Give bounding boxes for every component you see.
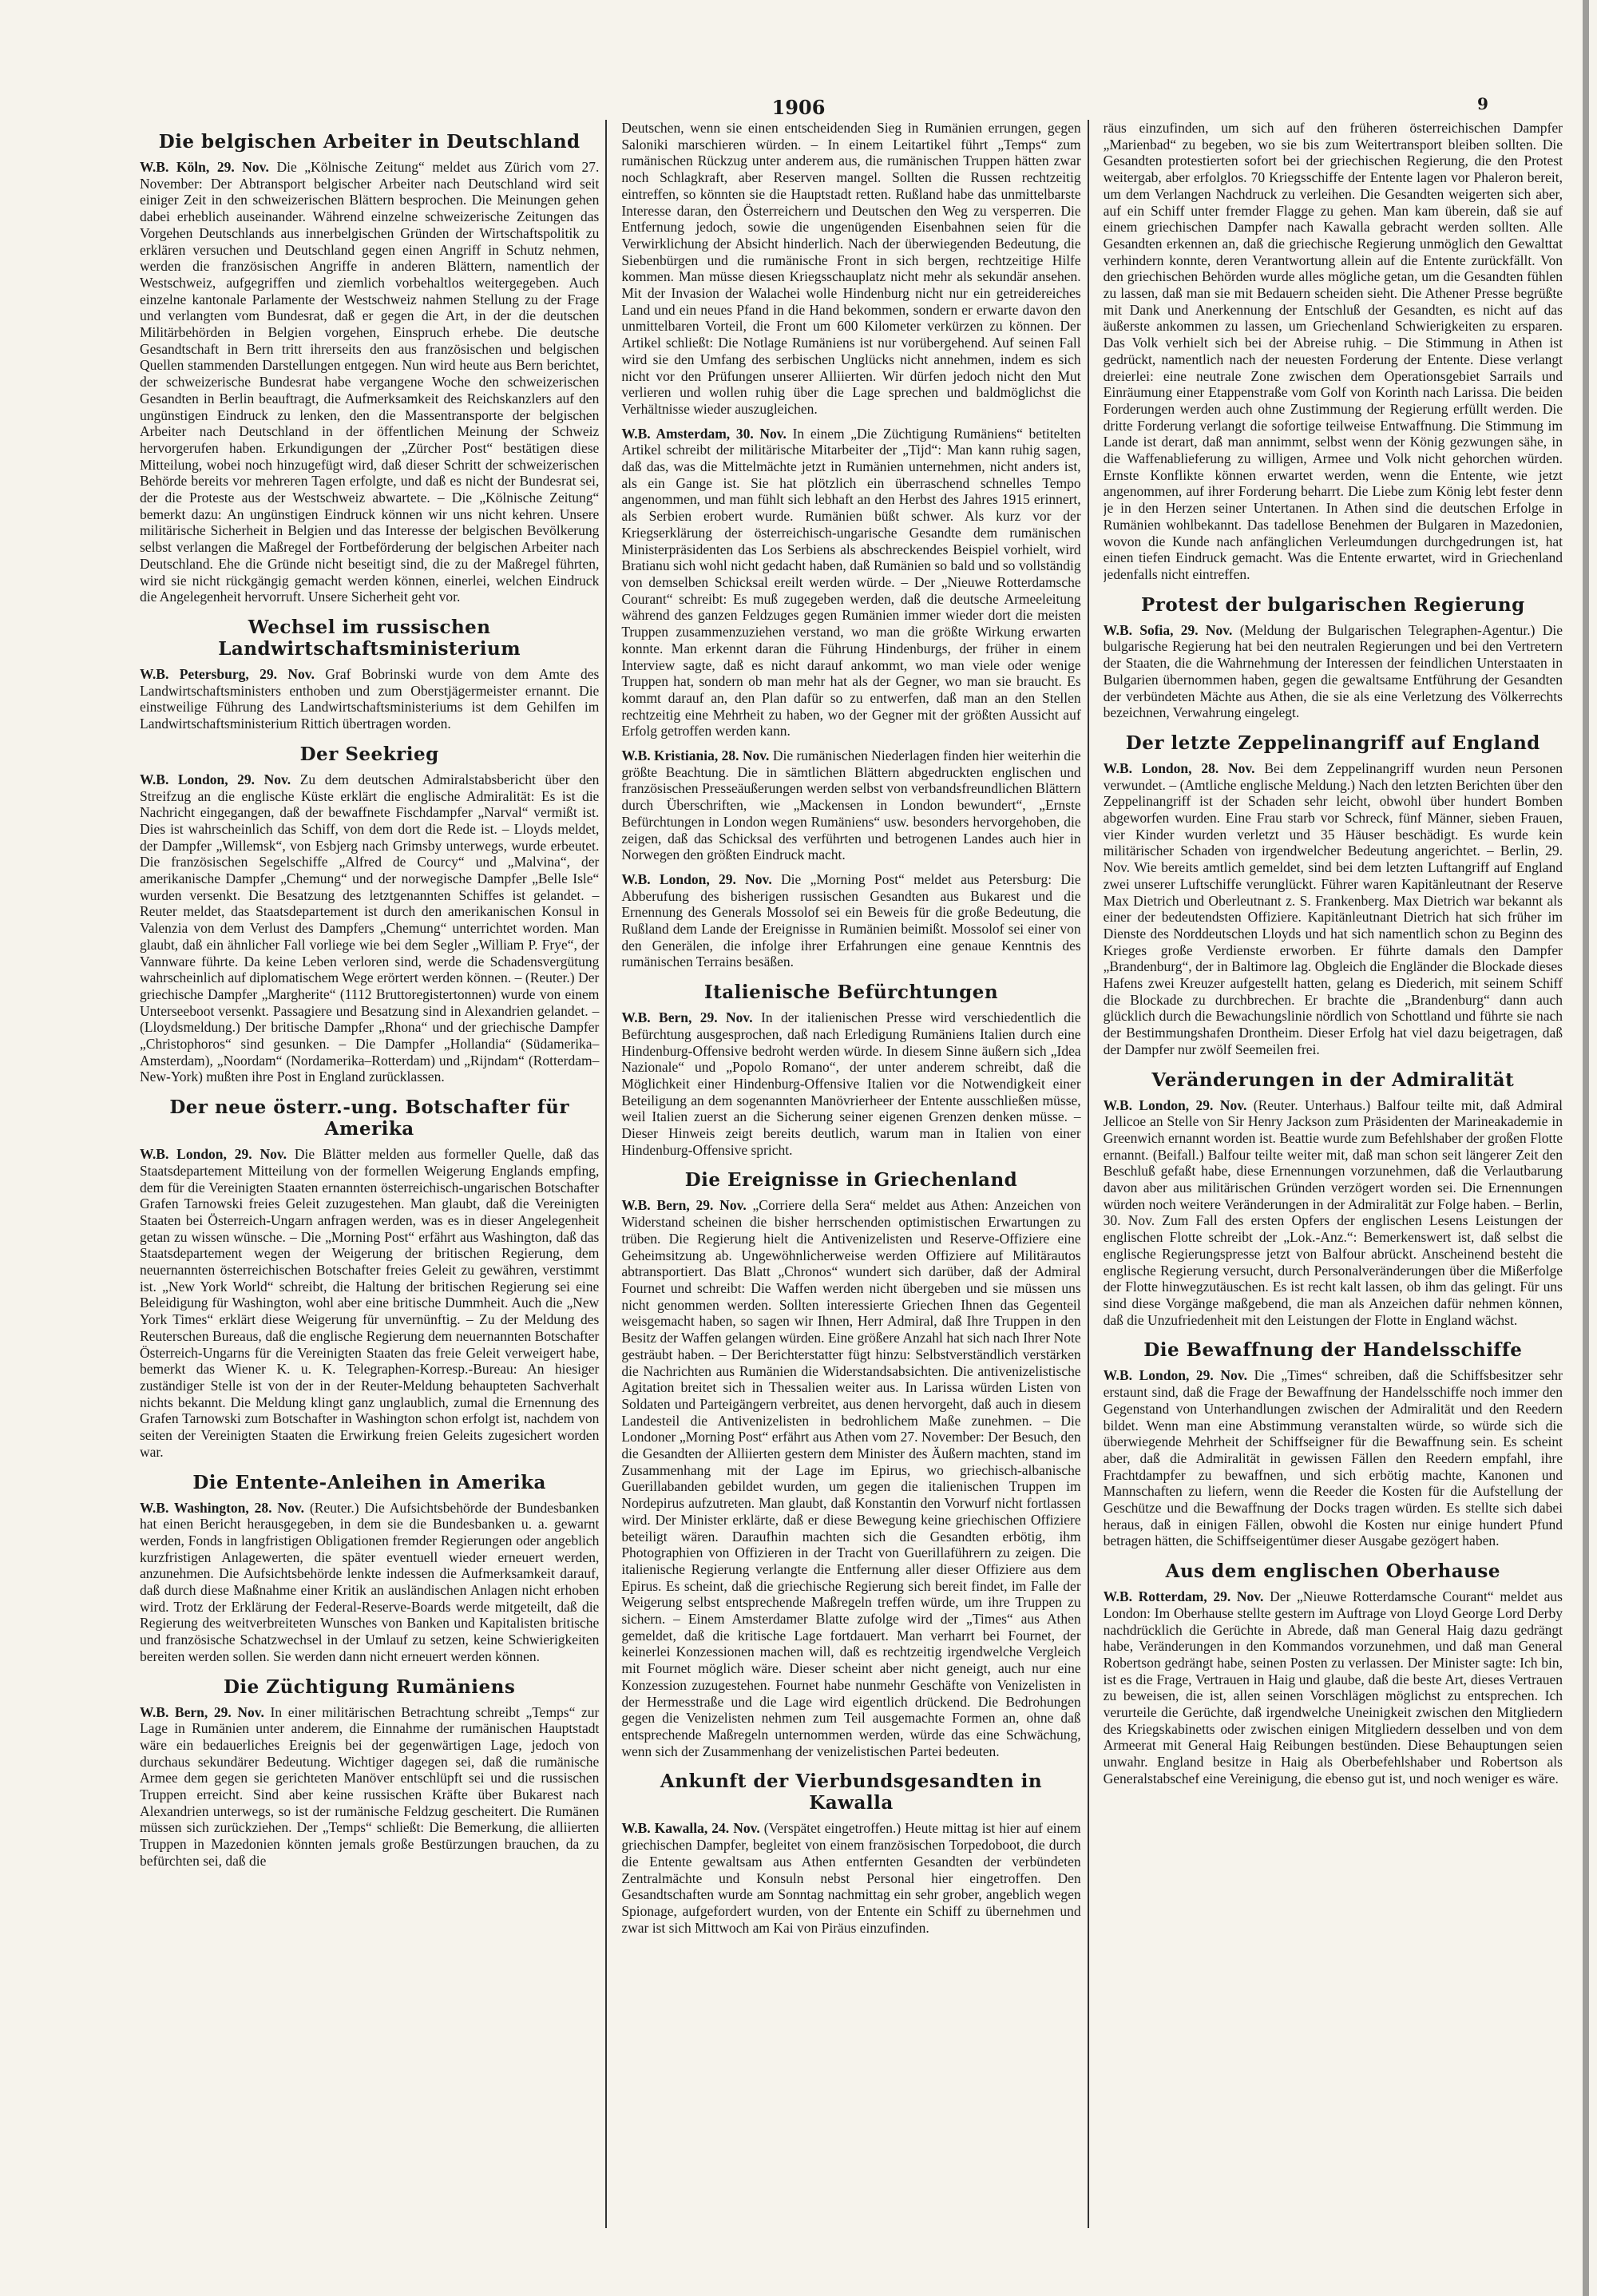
article-dateline: W.B. Washington, 28. Nov. <box>140 1499 304 1516</box>
article-headline: Die Entente-Anleihen in Amerika <box>192 1471 546 1493</box>
article-dateline: W.B. Rotterdam, 29. Nov. <box>1103 1588 1264 1605</box>
article-dateline: W.B. London, 28. Nov. <box>1103 759 1255 776</box>
article-text: Die „Morning Post“ meldet aus Petersburg: Die Abberufung des bisherigen russischen Gesandten aus Bukarest und die Ernennung des Generals Mossolof sei ein Beweis für die große Bedeutung, die Rußland dem Lande der Ereignisse in Rumänien beimißt. Mossolof sei einer von den Generälen, die infolge ihrer Erfahrungen eine genaue Kenntnis des rumänischen Terrains besäßen. <box>621 870 1081 970</box>
article <box>621 1169 1080 1759</box>
article-body <box>140 159 599 605</box>
article-text: Die rumänischen Niederlagen finden hier weiterhin die größte Beachtung. Die in sämtlichen Blättern abgedruckten englischen und französischen Presseäußerungen werden selbst von verbandsfreundlichen Blättern durch Überschriften, wie „Mackensen in London bewundert“, „Ernste Befürchtungen in London wegen Rumäniens“ usw. besonders hervorgehoben, die zeigen, daß das Schicksal des verführten und betrogenen Landes auch hier in Norwegen den größten Eindruck macht. <box>621 747 1081 863</box>
column-3 <box>1104 120 1569 2228</box>
article-headline: Italienische Befürchtungen <box>703 981 999 1004</box>
article-dateline: W.B. Amsterdam, 30. Nov. <box>621 425 787 442</box>
article-headline: Die Ereignisse in Griechenland <box>684 1169 1018 1192</box>
page-number: 1906 <box>771 96 826 119</box>
article-text: In der italienischen Presse wird verschiedentlich die Befürchtung ausgesprochen, daß nach Erledigung Rumäniens Italien durch eine Hindenburg-Offensive bedroht werden würde. In diesem Sinne äußern sich „Idea Nazionale“ und „Popolo Romano“, der unter anderem schreibt, daß die Möglichkeit einer Hindenburg-Offensive Italien vor die Notwendigkeit einer Beteiligung an dem sogenannten Manövrierheer der Entente ausschließen müsse, weil Italien zuerst an die Sicherung seiner eigenen Grenzen denken müsse. – Dieser Hinweis zeigt bereits deutlich, warum man in Italien von einer Hindenburg-Offensive spricht. <box>621 1009 1081 1158</box>
article <box>621 120 1080 418</box>
article <box>621 1771 1080 1936</box>
article-dateline: W.B. London, 29. Nov. <box>140 771 291 787</box>
scan-edge <box>1583 0 1589 2296</box>
article-text: In einer militärischen Betrachtung schreibt „Temps“ zur Lage in Rumänien unter anderem, die Einnahme der rumänischen Hauptstadt wäre ein bedauerliches Ereignis bei der gegenwärtigen Lage, jedoch von durchaus sekundärer Bedeutung. Wichtiger dagegen sei, daß die rumänische Armee dem gegen sie gerichteten Manöver entschlüpft sei und die russischen Truppen erreicht. Sind aber keine russischen Kräfte über Bukarest nach Alexandrien unterwegs, so ist der rumänische Feldzug gescheitert. Die Rumänen müssen sich zurückziehen. Der „Temps“ schließt: Die Bemerkung, die alliierten Truppen in Mazedonien könnten jemals große Bestürzungen brauchen, da zu befürchten sei, daß die <box>140 1703 600 1869</box>
article-body <box>621 1009 1080 1158</box>
article-headline: Der letzte Zeppelinangriff auf England <box>1125 732 1540 754</box>
article <box>1104 1069 1563 1329</box>
column-1 <box>140 120 607 2228</box>
article-text: Bei dem Zeppelinangriff wurden neun Personen verwundet. – (Amtliche englische Meldung.) Nach den letzten Berichten über den Zeppelinangriff ist der Schaden sehr leicht, obwohl über hundert Bomben abgeworfen wurden. Eine Frau starb vor Schreck, fünf Männer, sieben Frauen, vier Kinder wurden verletzt und 35 Häuser beschädigt. Es wurde kein militärischer Schaden von irgendwelcher Bedeutung angerichtet. – Berlin, 29. Nov. Wie bereits amtlich gemeldet, sind bei dem letzten Luftangriff auf England zwei unserer Luftschiffe verunglückt. Führer waren Kapitänleutnant der Reserve Max Dietrich und Oberleutnant z. S. Frankenberg. Max Dietrich war bekannt als einer der bedeutendsten Offiziere. Kapitänleutnant Dietrich hat sich früher im Dienste des Norddeutschen Lloyds und hat sich namentlich schon zu Beginn des Krieges große Verdienste erworben. Er führte damals den Dampfer „Brandenburg“, der in Baltimore lag. Obgleich die Engländer die Blockade dieses Hafens zwei Kreuzer aufgestellt hatten, gelang es Diederich, mit seinem Schiff die Blockade zu durchbrechen. Er brachte die „Brandenburg“ dann auch glücklich durch die Bewachungslinie nördlich von Schottland und führte sie nach der Bestimmungshafen Drontheim. Dieser Erfolg hat viel dazu beigetragen, daß der Dampfer nur zwölf Seemeilen frei. <box>1103 759 1563 1057</box>
article-headline: Protest der bulgarischen Regierung <box>1140 593 1525 616</box>
article-body <box>621 1197 1080 1759</box>
article-dateline: W.B. Petersburg, 29. Nov. <box>140 665 315 682</box>
article <box>621 871 1080 970</box>
article-body <box>1104 120 1563 583</box>
article-dateline: W.B. Kristiania, 28. Nov. <box>621 747 770 764</box>
article-text: (Reuter. Unterhaus.) Balfour teilte mit, daß Admiral Jellicoe an Stelle von Sir Henry Jackson zum Präsidenten der Marineakademie in Greenwich ernannt worden ist. Beattie wurde zum Befehlshaber der großen Flotte ernannt. (Beifall.) Balfour teilte weiter mit, daß man schon seit längerer Zeit den Beschluß gefaßt habe, diese Ernennungen vorzunehmen, daß die Verlautbarung davon aber aus militärischen Gründen verzögert worden sei. Die Ernennungen würden noch weitere Veränderungen in der Admiralität zur Folge haben. – Berlin, 30. Nov. Zum Fall des ersten Opfers der englischen Lesens Leistungen der englischen Flotte schreibt der „Lok.-Anz.“: Bemerkenswert ist, daß selbst die englische Regierungspresse jetzt von Balfour abrückt. Anscheinend besteht die englische Regierung versucht, durch Personalveränderungen über die Mißerfolge der Flotte hinwegzutäuschen. Es ist recht kalt lassen, ob ihm das gelingt. Für uns sind diese Vorgänge maßgebend, die man als Anzeichen dafür nehmen können, daß die Unzufriedenheit mit den Leistungen der Flotte in England wächst. <box>1103 1096 1563 1328</box>
article-dateline: W.B. Bern, 29. Nov. <box>621 1197 747 1214</box>
article-body <box>1104 1097 1563 1329</box>
column-2 <box>621 120 1088 2228</box>
article-headline: Wechsel im russischen Landwirtschaftsministerium <box>218 616 521 660</box>
article-headline: Der Seekrieg <box>299 743 439 765</box>
article-body <box>1104 760 1563 1058</box>
article-headline: Aus dem englischen Oberhause <box>1165 1560 1500 1583</box>
article-body <box>140 1500 599 1665</box>
article-body <box>140 1704 599 1870</box>
article-dateline: W.B. London, 29. Nov. <box>1103 1096 1247 1113</box>
article-headline: Veränderungen in der Admiralität <box>1151 1069 1515 1091</box>
article-dateline: W.B. Köln, 29. Nov. <box>140 159 269 175</box>
article <box>1104 1560 1563 1786</box>
article <box>140 617 599 732</box>
article-headline: Die Züchtigung Rumäniens <box>223 1675 516 1698</box>
article-text: Zu dem deutschen Admiralstabsbericht über den Streifzug an die englische Küste erklärt die englische Admiralität: Es ist die Nachricht eingegangen, daß der bewaffnete Fischdampfer „Narval“ vermißt ist. Dies ist wahrscheinlich das Schiff, von dem dort die Rede ist. – Lloyds meldet, der Dampfer „Willemsk“, von Esbjerg nach Grimsby unterwegs, wurde erbeutet. Die französischen Segelschiffe „Alfred de Courcy“ und „Malvina“, der amerikanische Dampfer „Chemung“ und der norwegische Dampfer „Belle Isle“ wurden versenkt. Die Besatzung des letztgenannten Schiffes ist gelandet. – Reuter meldet, das Staatsdepartement ist durch den amerikanischen Konsul in Valenzia von dem Verlust des Dampfers „Chemung“ unterrichtet worden. Man glaubt, daß ein ähnlicher Fall vorliege wie bei dem Segler „William P. Frye“, der Vannware führte. Da keine Leben verloren sind, werde die Schadensvergütung wahrscheinlich auf diplomatischem Wege erörtert werden können. – (Reuter.) Der griechische Dampfer „Margherite“ (1112 Bruttoregistertonnen) wurde von einem Unterseeboot versenkt. Passagiere und Besatzung sind in Alexandrien gelandet. – (Lloydsmeldung.) Der britische Dampfer „Rhona“ und der griechische Dampfer „Christophoros“ sind gesunken. – Die Dampfer „Hollandia“ (Südamerika–Amsterdam), „Noordam“ (Nordamerika–Rotterdam) und „Rijndam“ (Rotterdam–New-York) mußten ihre Post in England zurücklassen. <box>140 771 600 1085</box>
corner-mark: 9 <box>1477 94 1488 113</box>
article-headline: Ankunft der Vierbundsgesandten in Kawalla <box>660 1771 1043 1814</box>
article <box>140 744 599 1085</box>
columns <box>140 120 1569 2236</box>
article-body <box>621 120 1080 418</box>
article <box>140 1472 599 1665</box>
article <box>140 1096 599 1460</box>
article-text: Die „Times“ schreiben, daß die Schiffsbesitzer sehr erstaunt sind, daß die Frage der Bewaffnung der Handelsschiffe noch immer den Gegenstand von Unterhandlungen zwischen der Admiralität und den Reedern bildet. Wenn man eine Abstimmung veranstalten würde, so würde sich die überwiegende Mehrheit der Schiffseigner für die Bewaffnung sein. Es scheint aber, daß die Admiralität in gewissen Fällen den Reedern empfahl, ihre Frachtdampfer zu bewaffnen, und sich erbötig machte, Kanonen und Mannschaften zu liefern, wenn die Reeder die Kosten für die Aufstellung der Geschütze und die Bewaffnung der Docks tragen würden. Es stellte sich dabei heraus, daß in einigen Fällen, obwohl die Kosten nur einige hundert Pfund betragen hätten, die Schiffseigentümer dieser Ausgabe gezögert haben. <box>1103 1367 1563 1549</box>
article <box>621 426 1080 740</box>
article-text: (Verspätet eingetroffen.) Heute mittag ist hier auf einem griechischen Dampfer, begleitet von einem französischen Torpedoboot, die durch die Entente gewaltsam aus Athen entfernten Gesandten der verbündeten Zentralmächte und Konsuln nebst Personal hier eingetroffen. Den Gesandtschaften wurde am Sonntag nachmittag ein sehr grober, angeblich wegen Spionage, aufgefordert wurden, von der Entente ein Schiff zu übernehmen und zwar ist sich Mittwoch am Kai von Piräus einzufinden. <box>621 1820 1081 1936</box>
article-headline: Die belgischen Arbeiter in Deutschland <box>158 131 581 153</box>
article-headline: Die Bewaffnung der Handelsschiffe <box>1143 1339 1523 1362</box>
article-body <box>1104 622 1563 721</box>
article-body <box>1104 1588 1563 1786</box>
article-dateline: W.B. Bern, 29. Nov. <box>140 1703 264 1720</box>
article <box>1104 732 1563 1058</box>
article-dateline: W.B. Kawalla, 24. Nov. <box>621 1820 760 1837</box>
article-headline: Der neue österr.-ung. Botschafter für Amerika <box>169 1096 569 1140</box>
article <box>621 747 1080 863</box>
article-text: (Meldung der Bulgarischen Telegraphen-Agentur.) Die bulgarische Regierung hat bei den neutralen Regierungen und bei den Vertretern der Staaten, die die Wahrnehmung der Interessen der feindlichen Unterstaaten in Bulgarien übernommen haben, gegen die gewaltsame Entführung der Gesandten der verbündeten Mächte aus Athen, die sie als eine Verletzung des Völkerrechts bezeichnen, Verwahrung eingelegt. <box>1103 621 1563 721</box>
article-body <box>1104 1367 1563 1549</box>
article-text: Graf Bobrinski wurde von dem Amte des Landwirtschaftsministers enthoben und zum Oberstjägermeister ernannt. Die einstweilige Führung des Landwirtschaftsministeriums ist dem Gehilfen im Landwirtschaftsministerium Rittich übertragen worden. <box>140 665 600 732</box>
article <box>1104 1339 1563 1549</box>
article-body <box>140 666 599 732</box>
article <box>140 131 599 605</box>
article-dateline: W.B. London, 29. Nov. <box>140 1146 287 1163</box>
article-body <box>621 747 1080 863</box>
article <box>621 981 1080 1158</box>
article-text: Deutschen, wenn sie einen entscheidenden Sieg in Rumänien errungen, gegen Saloniki marschieren würden. – In einem Leitartikel führt „Temps“ zum rumänischen Rückzug unter anderem aus, die rumänischen Truppen hätten zwar noch Schlagkraft, aber Reserven mangel. Sollten die Russen rechtzeitig eintreffen, so könnten sie die Hauptstadt retten. Rußland habe das unmittelbarste Interesse daran, den Österreichern und Deutschen den Weg zu versperren. Die Entfernung jedoch, sowie die ungenügenden Eisenbahnen seien für die Verwirklichung der Absicht hinderlich. Nach der überwiegenden Bedeutung, die Siebenbürgen und die rumänische Front in sich bergen, rechtzeitige Hilfe kommen. Man müsse diesen Kriegsschauplatz nicht mehr als sekundär ansehen. Mit der Invasion der Walachei wolle Hindenburg nicht nur ein getreidereiches Land und ein neues Pfand in die Hand bekommen, sondern er erwarte davon den unmittelbaren Vorteil, die Front um 600 Kilometer verkürzen zu können. Der Artikel schließt: Die Notlage Rumäniens ist nur vorübergehend. Auf seinen Fall wird sie den Umfang des serbischen Unglücks nicht annehmen, indem es sich nicht vor den Prüfungen unserer Alliierten. Wir dürfen jedoch nicht den Mut verlieren und wollen ruhig über die Lage sprechen und baldmöglichst die Verhältnisse wieder auszugleichen. <box>621 120 1081 417</box>
article-text: „Corriere della Sera“ meldet aus Athen: Anzeichen von Widerstand scheinen die bisher herrschenden optimistischen Erwartungen zu trüben. Die Regierung hielt die Antivenizelisten und Reserve-Offiziere eine Geheimsitzung ab. Ungewöhnlicherweise werden Offiziere auf Militärautos abtransportiert. Das Blatt „Chronos“ wundert sich darüber, daß der Admiral Fournet und schreibt: Die Waffen werden nicht übergeben und sie müssen uns nicht genommen werden. Sollten interessierte Griechen Ihnen das Gegenteil weisgemacht haben, so sagen wir Ihnen, Herr Admiral, daß Ihre Truppen in den Besitz der Waffen gelangen würden. Eine größere Anzahl hat sich nach Ihrer Note gesträubt haben. – Der Berichterstatter fügt hinzu: Selbstverständlich verstärken die Nachrichten aus Rumänien die Widerstandsabsichten. Die antivenizelistische Agitation breitet sich in Thessalien weiter aus. In Larissa würden Listen von Soldaten und Parteigängern verbreitet, aus denen hervorgeht, daß auch in diesem Landesteil die Antivenizelisten in bedrohlichem Maße zunehmen. – Die Londoner „Morning Post“ erfährt aus Athen vom 27. November: Der Besuch, den die Gesandten der Alliierten gestern dem Minister des Äußern machten, stand im Zusammenhang mit der Lage im Epirus, wo griechisch-albanische Guerillabanden gebildet wurden, um gegen die italienischen Truppen im Nordepirus aufzutreten. Man glaubt, daß Konstantin den Vorwurf nicht fortlassen wird. Der Minister erklärte, daß er diese Bewegung keine griechischen Offiziere beteiligt wären. Daraufhin machten sich die Gesandten erbötig, ihm Photographien von Offizieren in der Tracht von Guerillaführern zu zeigen. Die italienische Regierung verlangte die Entfernung aller dieser Offiziere aus dem Epirus. Es scheint, daß die griechische Regierung sich bereit findet, im Falle der Weigerung selbst entsprechende Maßregeln treffen würde, um ihre Truppen zu sichern. – Einem Amsterdamer Blatte zufolge wird der „Times“ aus Athen gemeldet, daß die kritische Lage fortdauert. Man verharrt bei Fournet, der keinerlei Konzessionen machen will, daß es rechtzeitig irgendwelche Vergleich mit Fournet möglich wäre. Dieser scheint aber nicht geneigt, auch nur eine Konzession zuzugestehen. Fournet habe nunmehr Geschäfte von Venizelisten in der Hermesstraße und die Lage wird eigentlich drückend. Die Bedrohungen gegen die Venizelisten nehmen zum Teil ausgemachte Formen an, ohne daß entsprechende Maßregeln unternommen werden, würde das eine Schwächung, wenn sich der Zusammenhang der venizelistischen Partei bedeuten. <box>621 1197 1081 1759</box>
article-text: (Reuter.) Die Aufsichtsbehörde der Bundesbanken hat einen Bericht herausgegeben, in dem sie die Bundesbanken u. a. gewarnt werden, Fonds in langfristigen Obligationen fremder Regierungen oder angeblich kurzfristigen Anlagewerten, die später eventuell wieder erneuert werden, anzunehmen. Die Aufsichtsbehörde lenkte indessen die Aufmerksamkeit darauf, daß durch diese Maßnahme einer Kritik an ausländischen Anlagen nicht erhoben wird. Trotz der Erklärung der Federal-Reserve-Boards werde mitgeteilt, daß die Regierung des weitverbreiteten Wunsches von Banken und Kapitalisten britische und französische Schatzwechsel in der Umlauf zu setzen, keine Schwierigkeiten bereiten werden sollen. Sie werden dann nicht erneuert werden können. <box>140 1499 600 1664</box>
article-text: Der „Nieuwe Rotterdamsche Courant“ meldet aus London: Im Oberhause stellte gestern im Auftrage von Lloyd George Lord Derby nachdrücklich die Gerüchte in Abrede, daß man General Haig dazu gedrängt habe, Veränderungen in den Kommandos vorzunehmen, und daß man General Robertson gedrängt habe, seinen Posten zu verlassen. Der Minister sagte: Ich bin, ist es die Frage, Vertrauen in Haig und glaube, daß die beste Art, dieses Vertrauen zu beweisen, die ist, allen seinen Vorschlägen möglichst zu entsprechen. Ich verurteile die Gerüchte, daß irgendwelche Uneinigkeit zwischen den Mitgliedern des Kriegskabinetts oder zwischen einigen Mitgliedern desselben und von dem Armeerat mit General Haig Reibungen bestünden. Diese Behauptungen seien unwahr. England besitze in Haig als Oberbefehlshaber und Robertson als Generalstabschef eine Vereinigung, die ebenso gut ist, und noch weniger es wäre. <box>1103 1588 1563 1786</box>
article-body <box>621 871 1080 970</box>
article <box>1104 120 1563 583</box>
article-dateline: W.B. Bern, 29. Nov. <box>621 1009 753 1026</box>
article <box>140 1676 599 1870</box>
article-body <box>621 1820 1080 1936</box>
article-text: Die Blätter melden aus formeller Quelle, daß das Staatsdepartement Mitteilung von der formellen Weigerung Englands empfing, dem für die Vereinigten Staaten ernannten österreichisch-ungarischen Botschafter Grafen Tarnowski freies Geleit zuzugestehen. Man glaubt, daß die Vereinigten Staaten bei Österreich-Ungarn anfragen werden, was es in dieser Angelegenheit getan zu wissen wünsche. – Die „Morning Post“ erfährt aus Washington, daß das Staatsdepartement wegen der Weigerung der britischen Regierung, dem neuernannten österreichischen Botschafter freies Geleit zu gewähren, verstimmt ist. „New York World“ schreibt, die Haltung der britischen Regierung sei eine Beleidigung für Washington, wohl aber eine britische Dummheit. Auch die „New York Times“ erklärt diese Weigerung für unvernünftig. – Zu der Meldung des Reuterschen Bureaus, daß die englische Regierung dem neuernannten Botschafter Österreich-Ungarns für die Vereinigten Staaten das freie Geleit verweigert habe, bemerkt das Wiener K. u. K. Telegraphen-Korresp.-Bureau: An hiesiger zuständiger Stelle ist von der in der Reuter-Meldung behaupteten Sachverhalt nichts bekannt. Die Meldung klingt ganz unglaublich, zumal die Ernennung des Grafen Tarnowski zum Botschafter in Washington schon erfolgt ist, nachdem von seiten der Vereinigten Staaten die Erwirkung freien Geleits zugesichert worden war. <box>140 1146 600 1460</box>
article-dateline: W.B. London, 29. Nov. <box>1103 1367 1247 1384</box>
article-dateline: W.B. London, 29. Nov. <box>621 870 772 887</box>
article-body <box>140 1146 599 1460</box>
article <box>1104 594 1563 721</box>
article-dateline: W.B. Sofia, 29. Nov. <box>1103 621 1233 638</box>
article-body <box>140 771 599 1085</box>
article-text: In einem „Die Züchtigung Rumäniens“ betitelten Artikel schreibt der militärische Mitarbeiter der „Tijd“: Man kann ruhig sagen, daß das, was die Mittelmächte jetzt in Rumänien unternehmen, nicht anders ist, als ein Gange ist. Sie hat plötzlich ein überraschend schnelles Tempo angenommen, und man fühlt sich lebhaft an den Herbst des Jahres 1915 erinnert, als Serbien erobert wurde. Rumänien büßt schwer. Als kurz vor der Kriegserklärung der österreichisch-ungarische Gesandte dem rumänischen Ministerpräsidenten das Los Serbiens als abschreckendes Beispiel vorhielt, wird Bratianu sich wohl nicht gedacht haben, daß Rumänien so bald und so vollständig von demselben Schicksal ereilt werden würde. – Der „Nieuwe Rotterdamsche Courant“ schreibt: Es muß zugegeben werden, daß die deutsche Armeeleitung während des ganzen Feldzuges gegen Rumänien immer wieder dort die meisten Truppen zusammenzuziehen verstand, wo man die größte Wirkung erwarten konnte. Man erkennt daran die Führung Hindenburgs, der früher in einem Interview sagte, daß es nicht darauf ankommt, wo man viele oder wenige Truppen hat, sondern ob man mehr hat als der Gegner, wo man sie braucht. Es kommt darauf an, den Plan dafür so zu entwerfen, daß man an den Stellen rechtzeitig eine Mehrheit zu haben, wo der Gegner mit der größten Aussicht auf Erfolg getroffen werden kann. <box>621 425 1081 740</box>
article-text: räus einzufinden, um sich auf den früheren österreichischen Dampfer „Marienbad“ zu begeben, wo sie bis zum Weitertransport bleiben sollten. Die Gesandten protestierten sofort bei der griechischen Regierung, die den Protest weitergab, aber erfolglos. 70 Kriegsschiffe der Entente lagen vor Phaleron bereit, um dem Verlangen Nachdruck zu verleihen. Die Gesandten weigerten sich aber, auf ein Schiff unter fremder Flagge zu gehen. Man kam überein, daß sie auf einem griechischen Dampfer nach Kawalla gebracht werden sollten. Alle Gesandten erkennen an, daß die griechische Regierung unmöglich den Gewalttat verhindern konnte, deren Verantwortung allein auf die Entente zurückfällt. Von den griechischen Behörden wurde alles mögliche getan, um die Gesandten fühlen zu lassen, daß man sie mit Bedauern scheiden sieht. Die Athener Presse begrüßte mit Dank und Anerkennung der Entschluß der Gesandten, es nicht auf das äußerste ankommen zu lassen, um Griechenland Schwierigkeiten zu ersparen. Das Volk verhielt sich bei der Abreise ruhig. – Die Stimmung in Athen ist gedrückt, namentlich nach der neuesten Forderung der Entente. Diese verlangt dreierlei: eine neutrale Zone zwischen dem Operationsgebiet Sarrails und Einräumung einer Etappenstraße vom Golf von Korinth nach Larissa. Die beiden Forderungen werden auch ohne Zustimmung der Regierung erfüllt werden. Die dritte Forderung verlangt die sofortige teilweise Entwaffnung. Die Stimmung im Lande ist derart, daß man annimmt, selbst wenn der König gezwungen sähe, in die Waffenablieferung zu willigen, Armee und Volk nicht gehorchen würden. Ernste Konflikte können erwartet werden, wenn die Entente, wie jetzt angenommen, auf ihrer Forderung beharrt. Die Liebe zum König lebt fester denn je in den Herzen seiner Untertanen. In Athen sind die deutschen Erfolge in Rumänien wohlbekannt. Das tadellose Benehmen der Bulgaren in Mazedonien, wovon die Kunde nach anfänglichen Verleumdungen durchgedrungen ist, hat einen tiefen Eindruck gemacht. Was die Entente erwartet, wird in Griechenland jedenfalls nicht eintreffen. <box>1103 120 1563 582</box>
article-text: Die „Kölnische Zeitung“ meldet aus Zürich vom 27. November: Der Abtransport belgischer Arbeiter nach Deutschland wird seit einiger Zeit in den schweizerischen Blättern besprochen. Die Meinungen gehen dabei erheblich auseinander. Während einzelne schweizerische Zeitungen das Vorgehen Deutschlands aus innerbelgischen Gründen der Wirtschaftspolitik zu erklären versuchen und Deutschland gegen einen Angriff in Schutz nehmen, werden die französischen Angriffe in anderen Blättern, namentlich der Westschweiz, aufgegriffen und ziemlich vorbehaltlos weitergegeben. Auch einzelne kantonale Parlamente der Westschweiz nahmen Stellung zu der Frage und verlangten vom Bundesrat, daß er gegen die Art, in der die deutschen Militärbehörden in Belgien vorgehen, Einspruch erhebe. Die deutsche Gesandtschaft in Bern tritt ihrerseits den aus französischen und belgischen Quellen stammenden Darstellungen entgegen. Nun wird heute aus Bern berichtet, der schweizerische Bundesrat habe vergangene Woche den schweizerischen Gesandten in Berlin beauftragt, die Aufmerksamkeit des Reichskanzlers auf den ungünstigen Eindruck zu lenken, den die Massentransporte der belgischen Arbeiter nach Deutschland in der öffentlichen Meinung der Schweiz hervorgerufen haben. Erkundigungen der „Zürcher Post“ bestätigen diese Mitteilung, wobei noch hinzugefügt wird, daß dieser Schritt der schweizerischen Behörde bereits vor mehreren Tagen erfolgte, und daß es nicht der Bundesrat sei, der die Proteste aus der Westschweiz abwartete. – Die „Kölnische Zeitung“ bemerkt dazu: An ungünstigen Eindruck können wir uns nicht kehren. Unsere militärische Sicherheit in Belgien und das Interesse der belgischen Bevölkerung selbst verlangen die Maßregel der Fortbeförderung der belgischen Arbeiter nach Deutschland. Ehe die Gründe nicht beseitigt sind, die zu der Maßregel führten, wird sie nicht rückgängig gemacht werden können, einerlei, welchen Eindruck die Angelegenheit hervorruft. Unsere Sicherheit geht vor. <box>140 159 600 605</box>
article-body <box>621 426 1080 740</box>
